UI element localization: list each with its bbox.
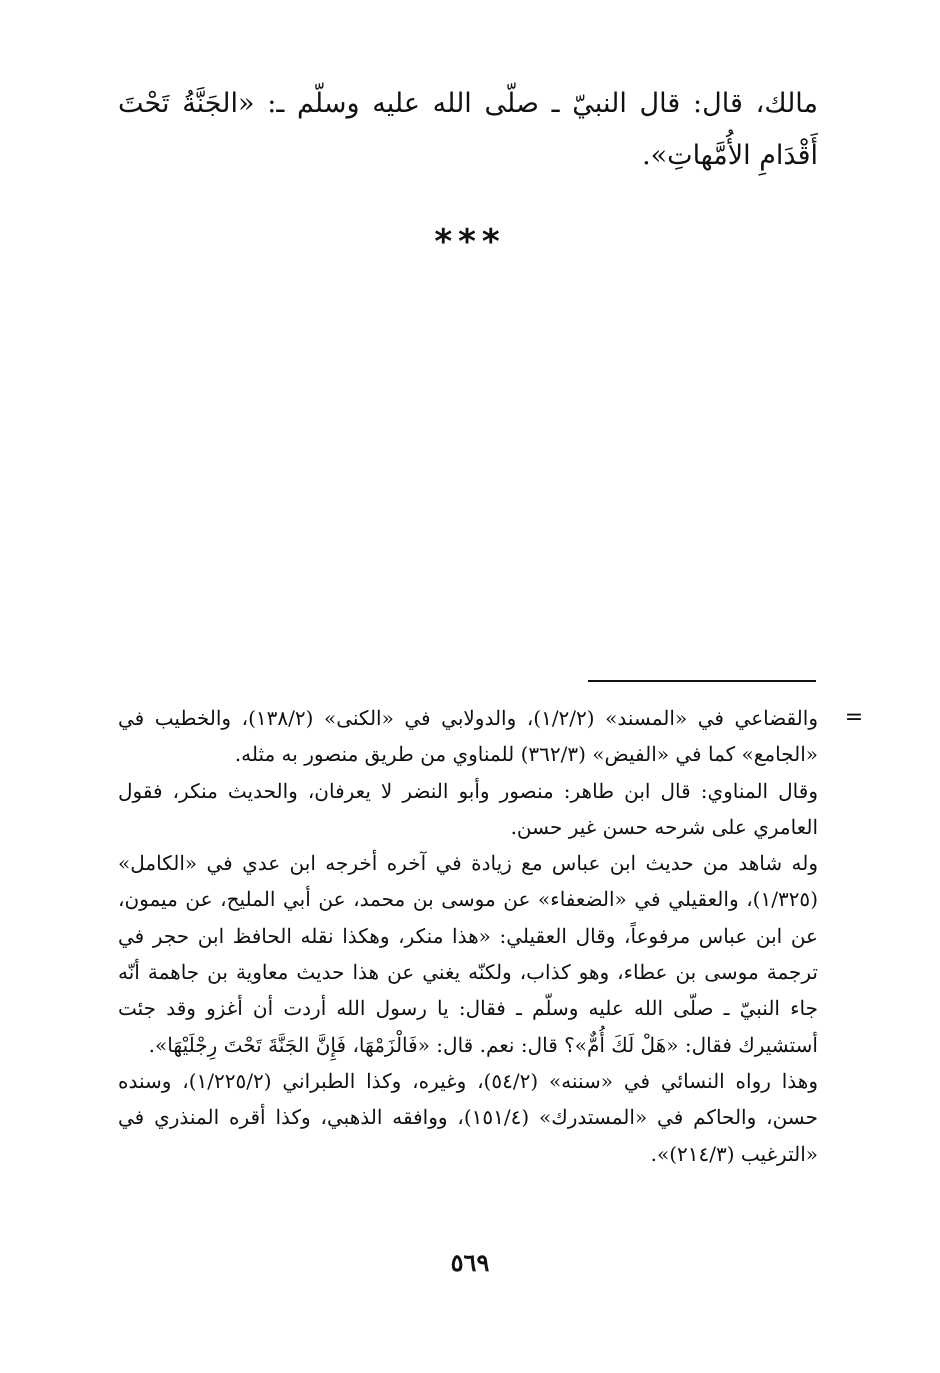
footnote-continuation-mark: =: [844, 705, 864, 730]
footnote-divider: [588, 680, 816, 682]
footnotes-block: [118, 700, 818, 1172]
footnote-paragraph-3: وله شاهد من حديث ابن عباس مع زيادة في آخره أخرجه ابن عدي في «الكامل» (١/٣٢٥)، والعقيلي في «الضعفاء» عن موسى بن محمد، عن أبي المليح، عن ميمون، عن ابن عباس مرفوعاً، وقال العقيلي: «هذا منكر، وهكذا نقله الحافظ ابن حجر في ترجمة موسى بن عطاء، وهو كذاب، ولكنّه يغني عن هذا حديث معاوية بن جاهمة أنّه جاء النبيّ ـ صلّى الله عليه وسلّم ـ فقال: يا رسول الله أردت أن أغزو وقد جئت أستشيرك فقال: «هَلْ لَكَ أُمٌّ»؟ قال: نعم. قال: «فَالْزَمْهَا، فَإِنَّ الجَنَّةَ تَحْتَ رِجْلَيْهَا».: [118, 851, 818, 1057]
page-number: ٥٦٩: [450, 1248, 490, 1277]
footnote-paragraph-4: وهذا رواه النسائي في «سننه» (٥٤/٢)، وغيره، وكذا الطبراني (١/٢٢٥/٢)، وسنده حسن، والحاكم في «المستدرك» (١٥١/٤)، ووافقه الذهبي، وكذا أقره المنذري في «الترغيب (٢١٤/٣)».: [118, 1068, 818, 1166]
main-text-block: [118, 78, 818, 182]
footnote-paragraph-2: وقال المناوي: قال ابن طاهر: منصور وأبو النضر لا يعرفان، والحديث منكر، فقول العامري على شرحه حسن غير حسن.: [118, 778, 818, 839]
section-separator: ***: [434, 222, 506, 262]
main-text-paragraph: مالك، قال: قال النبيّ ـ صلّى الله عليه وسلّم ـ: «الجَنَّةُ تَحْتَ أَقْدَامِ الأُمَّهاتِ».: [118, 88, 818, 171]
footnote-paragraph-1: والقضاعي في «المسند» (١/٢/٢)، والدولابي في «الكنى» (١٣٨/٢)، والخطيب في «الجامع» كما في «الفيض» (٣٦٢/٣) للمناوي من طريق منصور به مثله.: [118, 706, 818, 767]
